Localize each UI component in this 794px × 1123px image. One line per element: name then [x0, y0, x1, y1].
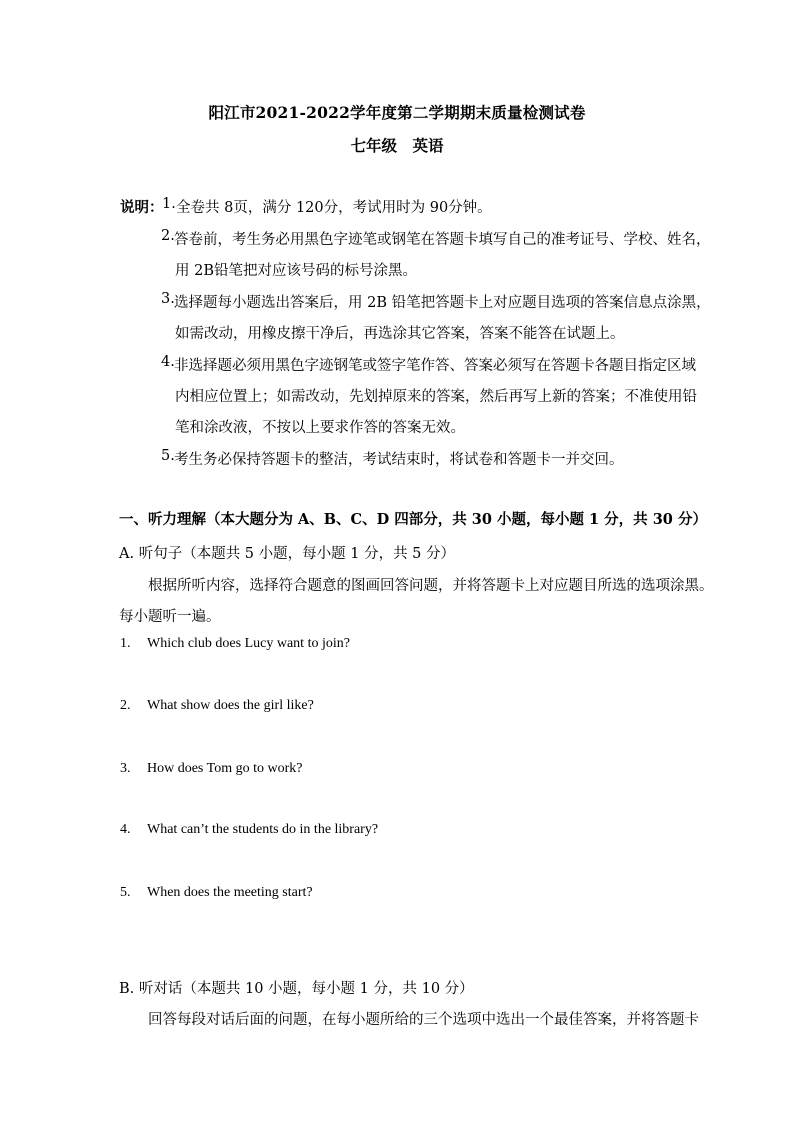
question-number: 2. — [120, 698, 131, 713]
note-line: 内相应位置上；如需改动，先划掉原来的答案，然后再写上新的答案；不准使用铅 — [175, 389, 697, 405]
note-line: 非选择题必须用黑色字迹钢笔或签字笔作答、答案必须写在答题卡各题目指定区域 — [174, 358, 696, 374]
section-heading: 一、听力理解（本大题分为 A、B、C、D 四部分，共 30 小题，每小题 1 分，共 30 分） — [119, 511, 707, 528]
note-number: 2. — [161, 228, 175, 244]
question-number: 3. — [120, 761, 131, 776]
note-line: 全卷共 8页，满分 120分，考试用时为 90分钟。 — [176, 200, 492, 216]
note-line: 用 2B铅笔把对应该号码的标号涂黑。 — [175, 263, 417, 279]
question-text: What can’t the students do in the library? — [147, 822, 379, 837]
exam-title: 阳江市2021-2022学年度第二学期期末质量检测试卷 — [208, 103, 586, 122]
note-line: 选择题每小题选出答案后，用 2B 铅笔把答题卡上对应题目选项的答案信息点涂黑， — [174, 295, 711, 311]
part-b-heading: B. 听对话（本题共 10 小题，每小题 1 分，共 10 分） — [119, 981, 474, 997]
note-number: 5. — [161, 448, 175, 464]
question-number: 4. — [120, 822, 131, 837]
question-number: 1. — [120, 636, 131, 651]
note-line: 答卷前，考生务必用黑色字迹笔或钢笔在答题卡填写自己的准考证号、学校、姓名， — [174, 232, 711, 248]
question-text: What show does the girl like? — [147, 698, 314, 713]
part-b-instruction: 回答每段对话后面的问题，在每小题所给的三个选项中选出一个最佳答案，并将答题卡 — [148, 1012, 699, 1028]
part-a-heading: A. 听句子（本题共 5 小题，每小题 1 分，共 5 分） — [119, 546, 456, 562]
part-a-instruction: 每小题听一遍。 — [119, 609, 221, 625]
note-line: 如需改动，用橡皮擦干净后，再选涂其它答案，答案不能答在试题上。 — [175, 326, 625, 342]
exam-subtitle: 七年级 英语 — [350, 136, 444, 155]
question-text: How does Tom go to work? — [147, 761, 303, 776]
note-line: 考生务必保持答题卡的整洁，考试结束时，将试卷和答题卡一并交回。 — [174, 452, 624, 468]
note-number: 3. — [161, 291, 175, 307]
part-a-instruction: 根据所听内容，选择符合题意的图画回答问题，并将答题卡上对应题目所选的选项涂黑。 — [148, 578, 714, 594]
note-number: 1. — [162, 196, 176, 212]
question-text: Which club does Lucy want to join? — [147, 636, 350, 651]
question-number: 5. — [120, 885, 131, 900]
note-number: 4. — [161, 354, 175, 370]
notes-label: 说明： — [120, 199, 164, 216]
question-text: When does the meeting start? — [147, 885, 313, 900]
note-line: 笔和涂改液，不按以上要求作答的答案无效。 — [175, 420, 465, 436]
